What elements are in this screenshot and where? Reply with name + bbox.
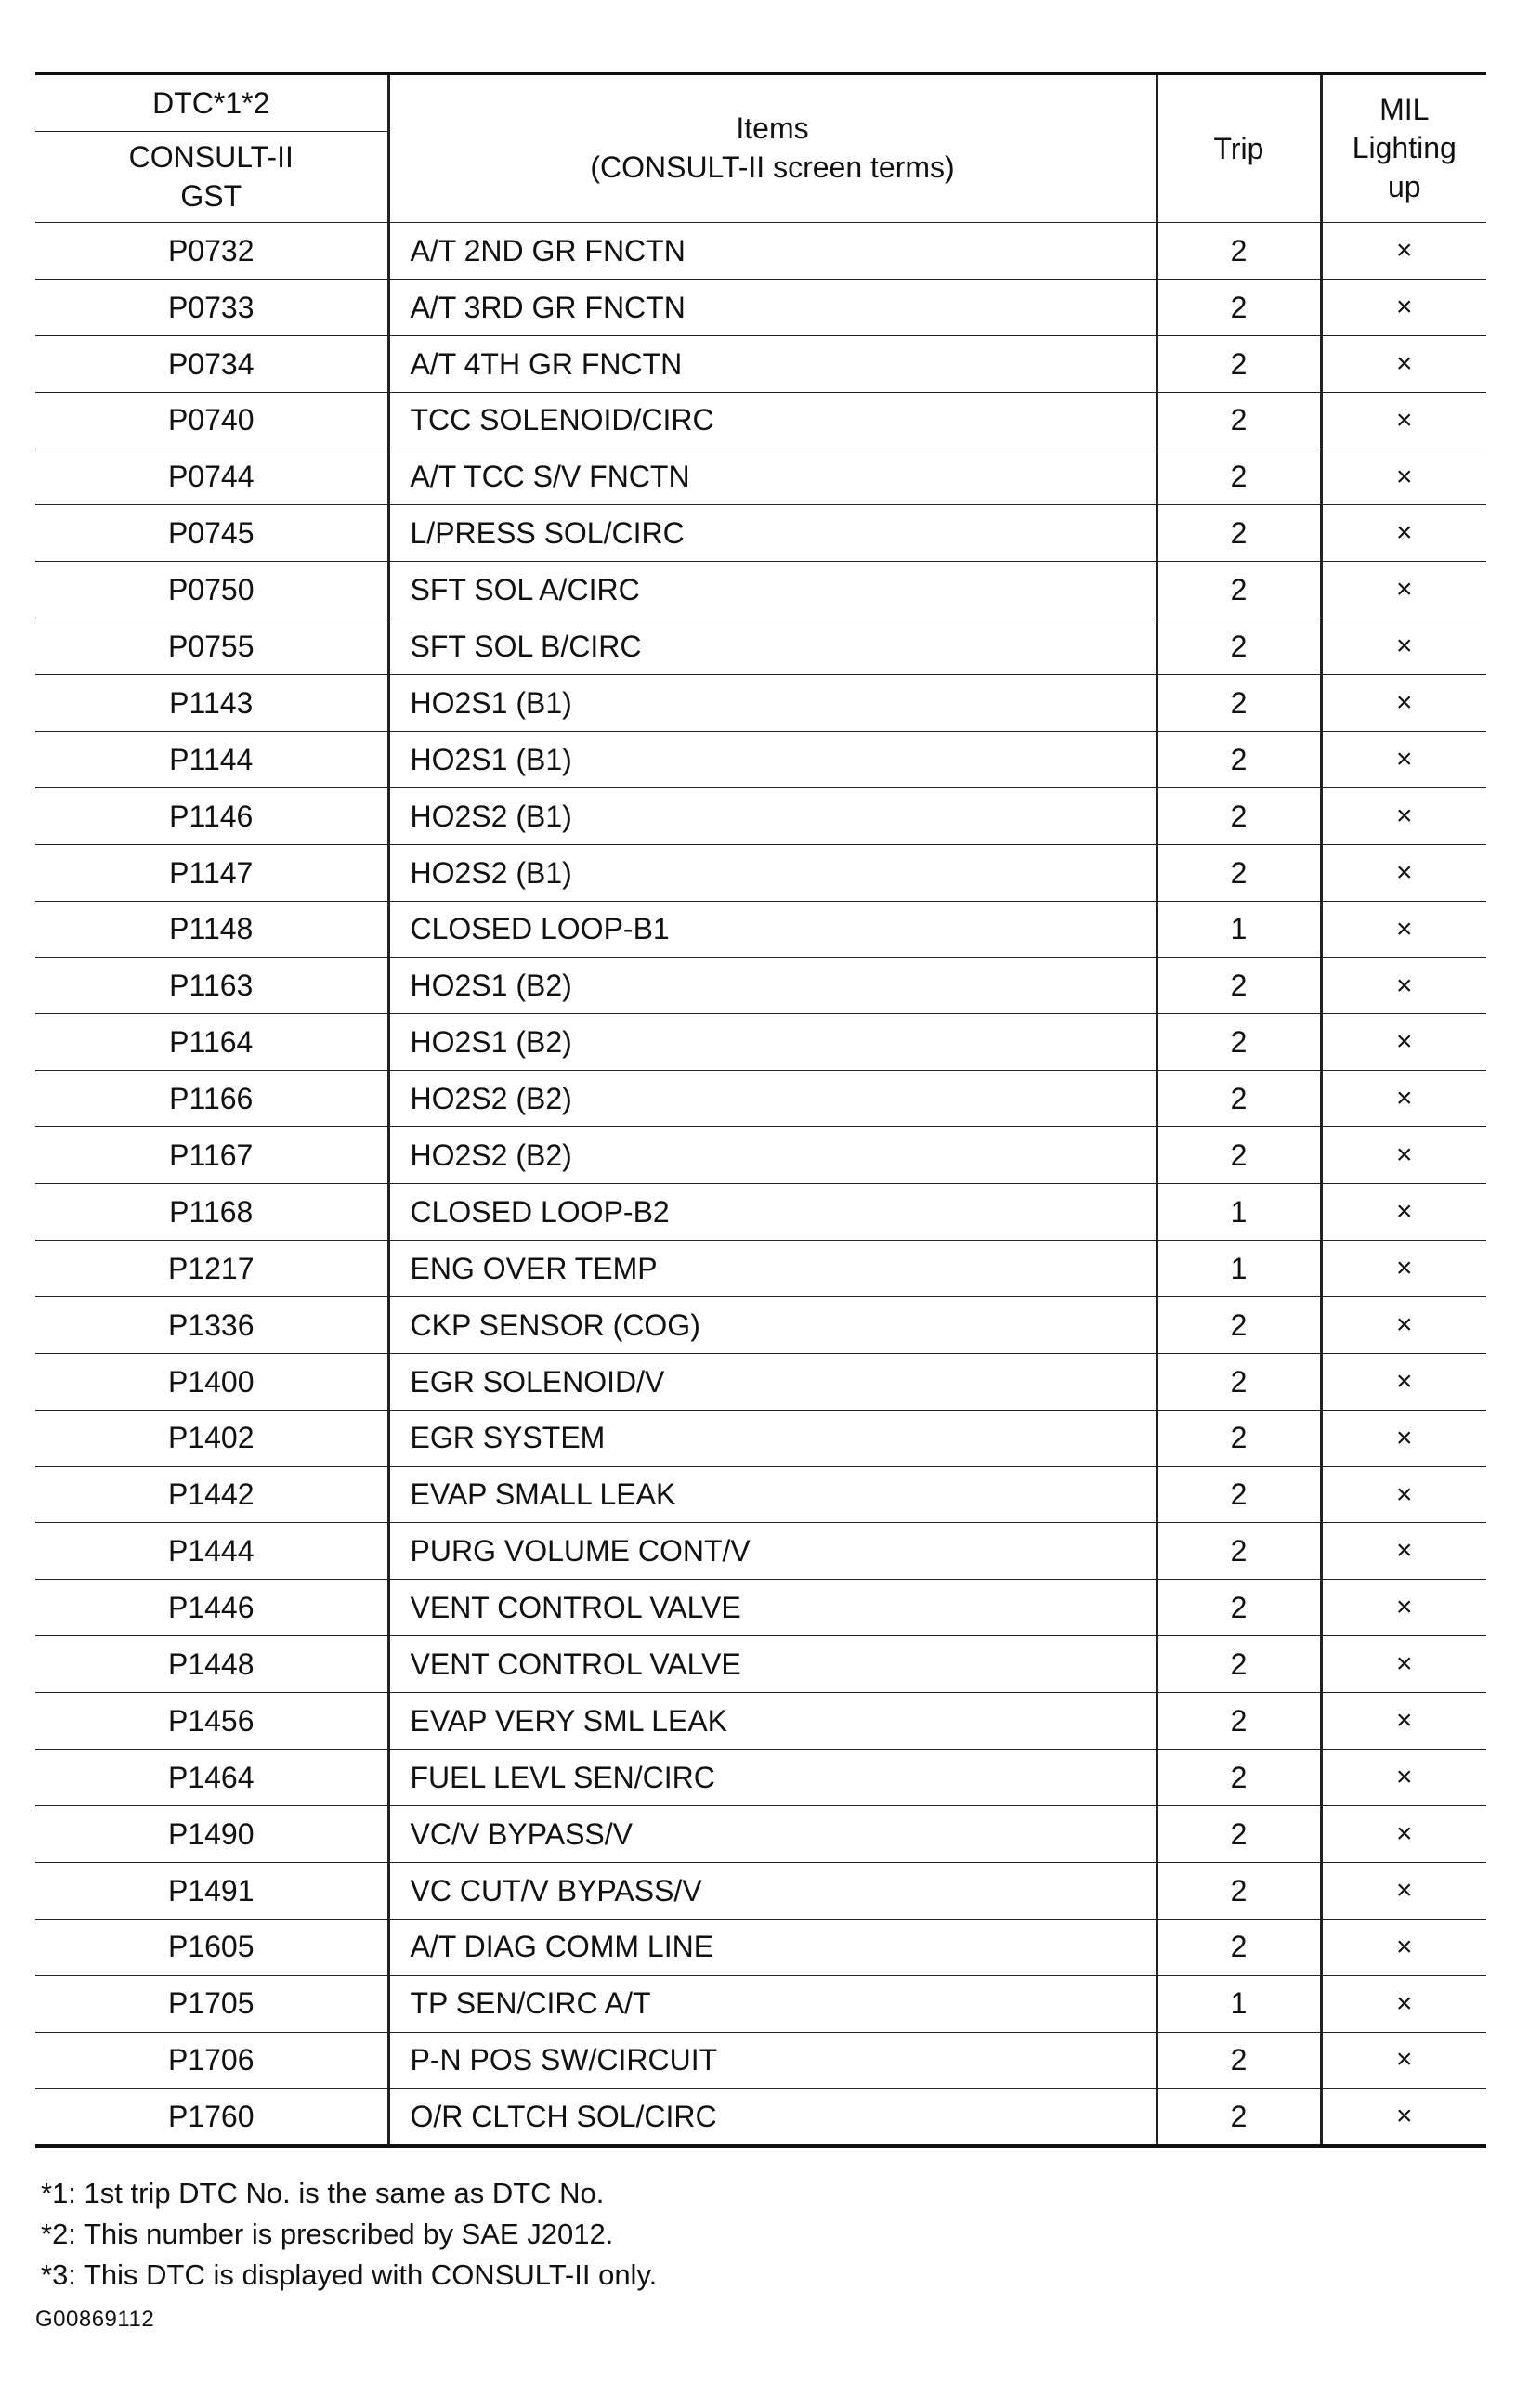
table-row (35, 957, 1486, 1014)
dtc-table (35, 72, 1486, 2148)
item-name-cell: FUEL LEVL SEN/CIRC (388, 1750, 1157, 1806)
dtc-code-cell: P0745 (35, 505, 388, 562)
trip-count-cell: 2 (1157, 1127, 1321, 1184)
trip-count-cell: 2 (1157, 2032, 1321, 2089)
item-name-cell: TP SEN/CIRC A/T (388, 1975, 1157, 2032)
mil-indicator-cell: × (1321, 957, 1486, 1014)
mil-indicator-cell: × (1321, 787, 1486, 844)
mil-indicator-cell: × (1321, 449, 1486, 505)
dtc-code-cell: P1143 (35, 675, 388, 732)
table-header (35, 73, 1486, 223)
item-name-cell: VC CUT/V BYPASS/V (388, 1862, 1157, 1919)
table-row (35, 1466, 1486, 1523)
table-row (35, 1636, 1486, 1693)
mil-indicator-cell: × (1321, 1919, 1486, 1975)
trip-count-cell: 2 (1157, 1805, 1321, 1862)
mil-indicator-cell: × (1321, 732, 1486, 788)
mil-indicator-cell: × (1321, 1750, 1486, 1806)
table-row (35, 1750, 1486, 1806)
dtc-code-cell: P0733 (35, 279, 388, 335)
trip-count-cell: 2 (1157, 1580, 1321, 1636)
mil-indicator-cell: × (1321, 844, 1486, 901)
table-row (35, 449, 1486, 505)
trip-count-cell: 2 (1157, 1636, 1321, 1693)
dtc-code-cell: P1490 (35, 1805, 388, 1862)
table-row (35, 1410, 1486, 1466)
dtc-code-cell: P1760 (35, 2089, 388, 2146)
mil-indicator-cell: × (1321, 1693, 1486, 1750)
table-row (35, 1805, 1486, 1862)
trip-count-cell: 2 (1157, 1296, 1321, 1353)
table-row (35, 1127, 1486, 1184)
table-row (35, 505, 1486, 562)
trip-count-cell: 2 (1157, 1014, 1321, 1071)
table-row (35, 279, 1486, 335)
item-name-cell: HO2S1 (B2) (388, 957, 1157, 1014)
table-row (35, 2089, 1486, 2146)
table-row (35, 1523, 1486, 1580)
mil-indicator-cell: × (1321, 1580, 1486, 1636)
item-name-cell: P-N POS SW/CIRCUIT (388, 2032, 1157, 2089)
dtc-code-cell: P0744 (35, 449, 388, 505)
trip-count-cell: 2 (1157, 223, 1321, 280)
trip-count-cell: 2 (1157, 675, 1321, 732)
trip-count-cell: 2 (1157, 1466, 1321, 1523)
header-items-subtitle: (CONSULT-II screen terms) (590, 150, 955, 184)
item-name-cell: EVAP SMALL LEAK (388, 1466, 1157, 1523)
table-row (35, 732, 1486, 788)
trip-count-cell: 2 (1157, 335, 1321, 392)
trip-count-cell: 2 (1157, 1410, 1321, 1466)
trip-count-cell: 2 (1157, 1862, 1321, 1919)
mil-indicator-cell: × (1321, 1296, 1486, 1353)
item-name-cell: HO2S2 (B1) (388, 787, 1157, 844)
header-mil-line2: Lighting (1352, 131, 1457, 165)
mil-indicator-cell: × (1321, 1127, 1486, 1184)
dtc-code-cell: P0750 (35, 562, 388, 618)
trip-count-cell: 2 (1157, 279, 1321, 335)
item-name-cell: ENG OVER TEMP (388, 1241, 1157, 1297)
trip-count-cell: 2 (1157, 505, 1321, 562)
dtc-code-cell: P0732 (35, 223, 388, 280)
dtc-code-cell: P1444 (35, 1523, 388, 1580)
footnote-3: *3: This DTC is displayed with CONSULT-II only. (41, 2258, 658, 2291)
table-row (35, 392, 1486, 449)
item-name-cell: EVAP VERY SML LEAK (388, 1693, 1157, 1750)
item-name-cell: A/T 3RD GR FNCTN (388, 279, 1157, 335)
table-row (35, 2032, 1486, 2089)
table-row (35, 1184, 1486, 1241)
dtc-code-cell: P1448 (35, 1636, 388, 1693)
mil-indicator-cell: × (1321, 335, 1486, 392)
item-name-cell: VC/V BYPASS/V (388, 1805, 1157, 1862)
dtc-code-cell: P1168 (35, 1184, 388, 1241)
item-name-cell: A/T DIAG COMM LINE (388, 1919, 1157, 1975)
table-row (35, 1919, 1486, 1975)
table-row (35, 844, 1486, 901)
item-name-cell: A/T 2ND GR FNCTN (388, 223, 1157, 280)
item-name-cell: CLOSED LOOP-B2 (388, 1184, 1157, 1241)
item-name-cell: HO2S1 (B2) (388, 1014, 1157, 1071)
header-gst: GST (180, 178, 242, 213)
dtc-code-cell: P1491 (35, 1862, 388, 1919)
item-name-cell: O/R CLTCH SOL/CIRC (388, 2089, 1157, 2146)
mil-indicator-cell: × (1321, 279, 1486, 335)
trip-count-cell: 2 (1157, 562, 1321, 618)
trip-count-cell: 2 (1157, 449, 1321, 505)
table-row (35, 1975, 1486, 2032)
dtc-code-cell: P1163 (35, 957, 388, 1014)
table-row (35, 1580, 1486, 1636)
mil-indicator-cell: × (1321, 392, 1486, 449)
dtc-code-cell: P0740 (35, 392, 388, 449)
table-body (35, 223, 1486, 2147)
trip-count-cell: 2 (1157, 618, 1321, 675)
mil-indicator-cell: × (1321, 562, 1486, 618)
mil-indicator-cell: × (1321, 1523, 1486, 1580)
mil-indicator-cell: × (1321, 1636, 1486, 1693)
footnotes (41, 2173, 657, 2296)
table-row (35, 1071, 1486, 1127)
trip-count-cell: 2 (1157, 1919, 1321, 1975)
mil-indicator-cell: × (1321, 1862, 1486, 1919)
trip-count-cell: 2 (1157, 732, 1321, 788)
dtc-table-container (35, 72, 1486, 2148)
header-dtc: DTC*1*2 (35, 73, 388, 132)
header-mil-line3: up (1387, 169, 1421, 203)
dtc-code-cell: P1148 (35, 901, 388, 957)
item-name-cell: CKP SENSOR (COG) (388, 1296, 1157, 1353)
trip-count-cell: 2 (1157, 957, 1321, 1014)
mil-indicator-cell: × (1321, 505, 1486, 562)
item-name-cell: HO2S2 (B2) (388, 1127, 1157, 1184)
table-row (35, 618, 1486, 675)
trip-count-cell: 1 (1157, 1184, 1321, 1241)
footnote-1: *1: 1st trip DTC No. is the same as DTC No. (41, 2177, 605, 2209)
item-name-cell: EGR SOLENOID/V (388, 1353, 1157, 1410)
item-name-cell: SFT SOL A/CIRC (388, 562, 1157, 618)
header-trip: Trip (1157, 73, 1321, 223)
item-name-cell: HO2S2 (B1) (388, 844, 1157, 901)
item-name-cell: TCC SOLENOID/CIRC (388, 392, 1157, 449)
trip-count-cell: 2 (1157, 392, 1321, 449)
table-row (35, 787, 1486, 844)
mil-indicator-cell: × (1321, 1353, 1486, 1410)
trip-count-cell: 2 (1157, 1353, 1321, 1410)
dtc-code-cell: P1167 (35, 1127, 388, 1184)
item-name-cell: HO2S1 (B1) (388, 675, 1157, 732)
dtc-code-cell: P1705 (35, 1975, 388, 2032)
figure-id: G00869112 (35, 2307, 155, 2332)
table-row (35, 1693, 1486, 1750)
item-name-cell: SFT SOL B/CIRC (388, 618, 1157, 675)
header-items (388, 73, 1157, 223)
trip-count-cell: 2 (1157, 787, 1321, 844)
item-name-cell: CLOSED LOOP-B1 (388, 901, 1157, 957)
mil-indicator-cell: × (1321, 1241, 1486, 1297)
item-name-cell: HO2S1 (B1) (388, 732, 1157, 788)
mil-indicator-cell: × (1321, 1466, 1486, 1523)
mil-indicator-cell: × (1321, 1410, 1486, 1466)
trip-count-cell: 2 (1157, 2089, 1321, 2146)
mil-indicator-cell: × (1321, 901, 1486, 957)
table-row (35, 1353, 1486, 1410)
dtc-code-cell: P1144 (35, 732, 388, 788)
trip-count-cell: 2 (1157, 844, 1321, 901)
mil-indicator-cell: × (1321, 1184, 1486, 1241)
mil-indicator-cell: × (1321, 1975, 1486, 2032)
mil-indicator-cell: × (1321, 675, 1486, 732)
table-row (35, 1862, 1486, 1919)
item-name-cell: VENT CONTROL VALVE (388, 1636, 1157, 1693)
trip-count-cell: 2 (1157, 1071, 1321, 1127)
trip-count-cell: 2 (1157, 1750, 1321, 1806)
header-consult-gst (35, 132, 388, 223)
item-name-cell: A/T 4TH GR FNCTN (388, 335, 1157, 392)
item-name-cell: VENT CONTROL VALVE (388, 1580, 1157, 1636)
trip-count-cell: 1 (1157, 901, 1321, 957)
item-name-cell: EGR SYSTEM (388, 1410, 1157, 1466)
dtc-code-cell: P1166 (35, 1071, 388, 1127)
item-name-cell: HO2S2 (B2) (388, 1071, 1157, 1127)
item-name-cell: PURG VOLUME CONT/V (388, 1523, 1157, 1580)
dtc-code-cell: P1217 (35, 1241, 388, 1297)
item-name-cell: A/T TCC S/V FNCTN (388, 449, 1157, 505)
table-row (35, 675, 1486, 732)
table-row (35, 1241, 1486, 1297)
dtc-code-cell: P1605 (35, 1919, 388, 1975)
footnote-2: *2: This number is prescribed by SAE J2012. (41, 2218, 614, 2250)
dtc-code-cell: P1164 (35, 1014, 388, 1071)
mil-indicator-cell: × (1321, 2089, 1486, 2146)
trip-count-cell: 2 (1157, 1693, 1321, 1750)
mil-indicator-cell: × (1321, 618, 1486, 675)
item-name-cell: L/PRESS SOL/CIRC (388, 505, 1157, 562)
dtc-code-cell: P1146 (35, 787, 388, 844)
mil-indicator-cell: × (1321, 1014, 1486, 1071)
mil-indicator-cell: × (1321, 1071, 1486, 1127)
dtc-code-cell: P1336 (35, 1296, 388, 1353)
table-row (35, 223, 1486, 280)
header-items-title: Items (736, 111, 809, 146)
dtc-code-cell: P1456 (35, 1693, 388, 1750)
dtc-code-cell: P1402 (35, 1410, 388, 1466)
trip-count-cell: 1 (1157, 1975, 1321, 2032)
dtc-code-cell: P1400 (35, 1353, 388, 1410)
table-row (35, 1296, 1486, 1353)
dtc-code-cell: P1147 (35, 844, 388, 901)
trip-count-cell: 1 (1157, 1241, 1321, 1297)
header-consult: CONSULT-II (128, 139, 294, 174)
mil-indicator-cell: × (1321, 2032, 1486, 2089)
trip-count-cell: 2 (1157, 1523, 1321, 1580)
dtc-code-cell: P1464 (35, 1750, 388, 1806)
header-mil (1321, 73, 1486, 223)
dtc-code-cell: P0734 (35, 335, 388, 392)
mil-indicator-cell: × (1321, 1805, 1486, 1862)
dtc-code-cell: P1446 (35, 1580, 388, 1636)
dtc-code-cell: P0755 (35, 618, 388, 675)
table-row (35, 901, 1486, 957)
dtc-code-cell: P1442 (35, 1466, 388, 1523)
table-row (35, 335, 1486, 392)
table-row (35, 1014, 1486, 1071)
table-row (35, 562, 1486, 618)
dtc-code-cell: P1706 (35, 2032, 388, 2089)
header-mil-line1: MIL (1379, 92, 1430, 126)
mil-indicator-cell: × (1321, 223, 1486, 280)
